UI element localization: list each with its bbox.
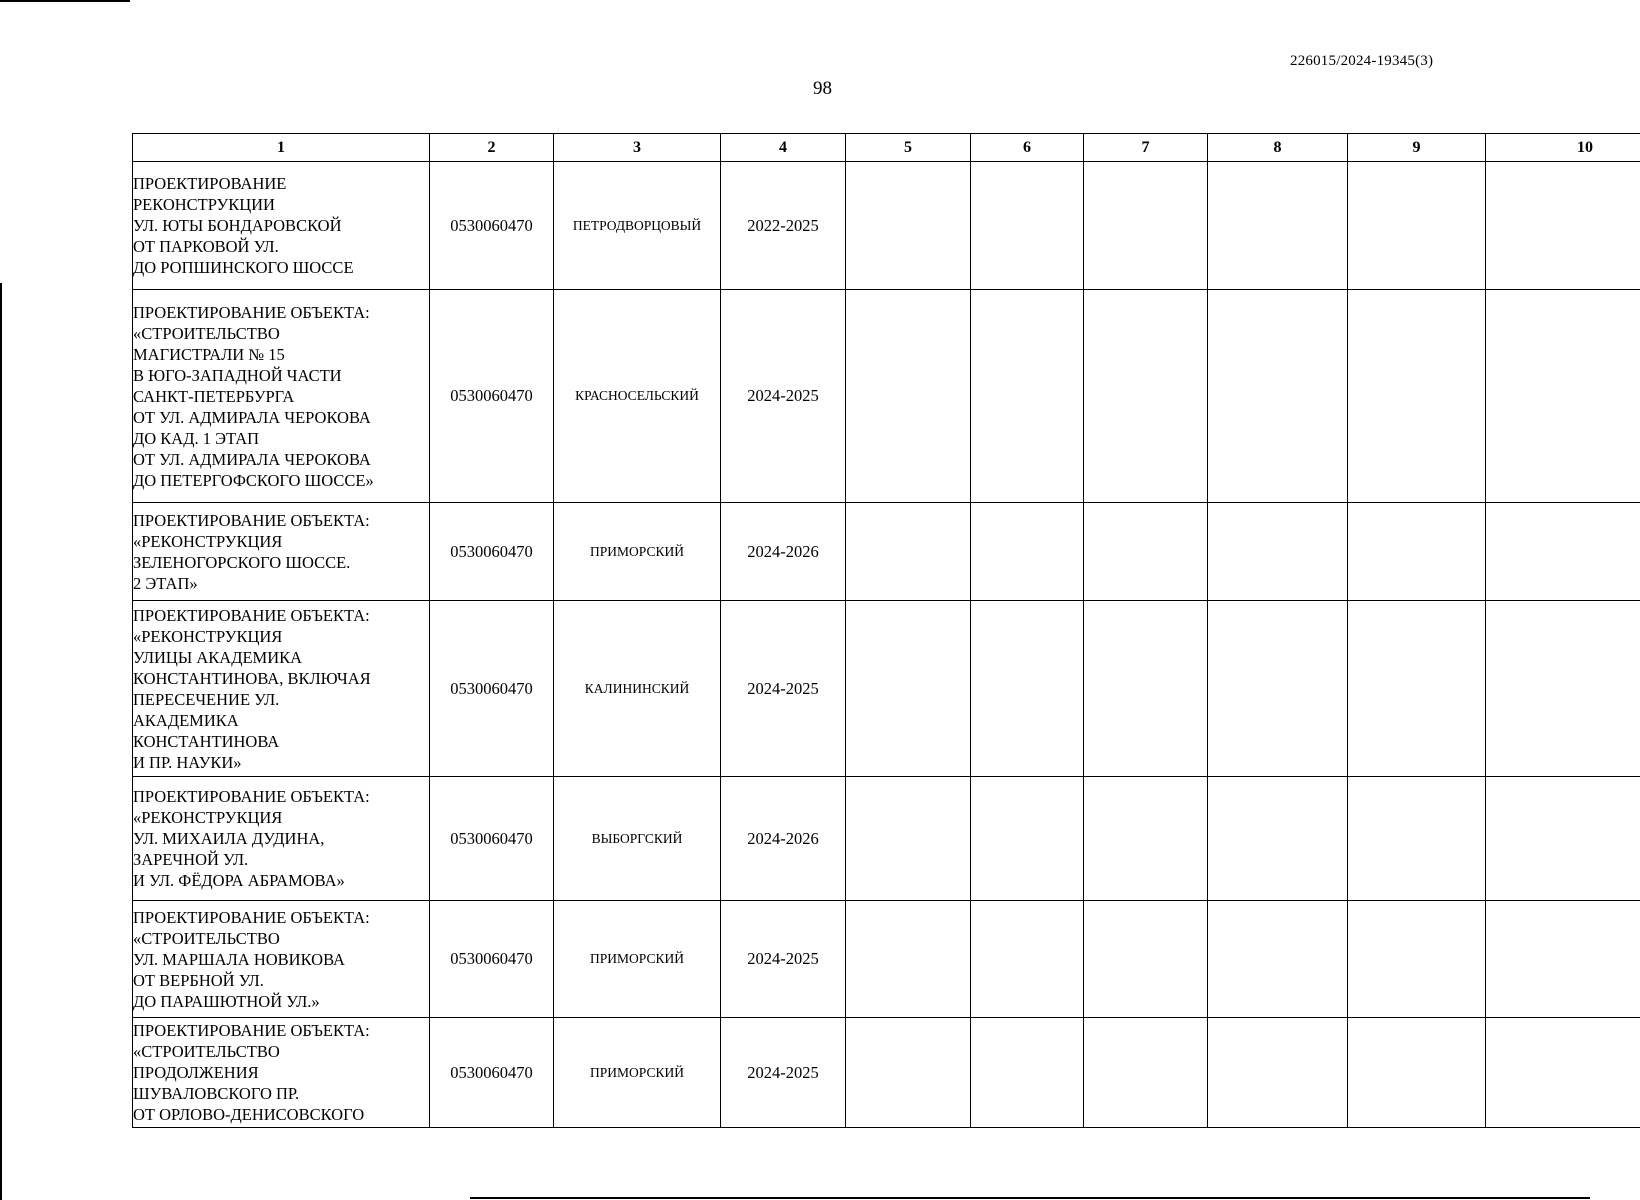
code-cell: 0530060470 xyxy=(430,1018,554,1128)
object-name-line: ЗАРЕЧНОЙ УЛ. xyxy=(133,850,249,869)
object-name-line: ШУВАЛОВСКОГО ПР. xyxy=(133,1084,300,1103)
object-name-line: САНКТ-ПЕТЕРБУРГА xyxy=(133,386,295,406)
object-name-line: КОНСТАНТИНОВА xyxy=(133,731,280,751)
object-name-line: УЛИЦЫ АКАДЕМИКА xyxy=(133,647,303,667)
code-cell: 0530060470 xyxy=(430,901,554,1018)
object-name-line: ЗЕЛЕНОГОРСКОГО ШОССЕ. xyxy=(133,552,351,572)
column-header: 10 xyxy=(1486,134,1640,162)
object-name-line: ПЕРЕСЕЧЕНИЕ УЛ. xyxy=(133,689,280,709)
empty-cell xyxy=(1486,777,1640,901)
empty-cell xyxy=(1486,290,1640,503)
empty-cell xyxy=(1084,1018,1208,1128)
object-name-line: ПРОЕКТИРОВАНИЕ xyxy=(133,174,287,193)
object-name-cell xyxy=(133,290,430,503)
page-number: 98 xyxy=(813,78,832,99)
object-name-line: УЛ. МАРШАЛА НОВИКОВА xyxy=(133,949,345,969)
district-cell: ПРИМОРСКИЙ xyxy=(554,503,721,601)
column-header: 3 xyxy=(554,134,721,162)
empty-cell xyxy=(1348,503,1486,601)
object-name-line: ДО ПАРАШЮТНОЙ УЛ.» xyxy=(133,991,320,1011)
column-header: 5 xyxy=(846,134,971,162)
empty-cell xyxy=(1084,162,1208,290)
empty-cell xyxy=(1348,601,1486,777)
empty-cell xyxy=(1084,901,1208,1018)
object-name-cell xyxy=(133,503,430,601)
period-cell: 2024-2025 xyxy=(721,901,846,1018)
object-name-line: ДО КАД. 1 ЭТАП xyxy=(133,428,260,448)
object-name-line: ПРОЕКТИРОВАНИЕ ОБЪЕКТА: xyxy=(133,510,370,530)
data-table xyxy=(132,133,1640,1128)
empty-cell xyxy=(1084,777,1208,901)
district-cell: ПЕТРОДВОРЦОВЫЙ xyxy=(554,162,721,290)
object-name-line: 2 ЭТАП» xyxy=(133,573,198,593)
column-header: 8 xyxy=(1208,134,1348,162)
object-name-line: ОТ ВЕРБНОЙ УЛ. xyxy=(133,970,264,990)
object-name-line: ПРОЕКТИРОВАНИЕ ОБЪЕКТА: xyxy=(133,302,370,322)
table-row xyxy=(133,601,1640,777)
district-cell: ПРИМОРСКИЙ xyxy=(554,1018,721,1128)
column-header: 9 xyxy=(1348,134,1486,162)
empty-cell xyxy=(1486,601,1640,777)
column-header: 4 xyxy=(721,134,846,162)
district-cell: ВЫБОРГСКИЙ xyxy=(554,777,721,901)
empty-cell xyxy=(971,1018,1084,1128)
empty-cell xyxy=(1208,901,1348,1018)
object-name-line: «РЕКОНСТРУКЦИЯ xyxy=(133,531,283,551)
empty-cell xyxy=(1348,162,1486,290)
period-cell: 2024-2026 xyxy=(721,777,846,901)
empty-cell xyxy=(846,901,971,1018)
column-header: 6 xyxy=(971,134,1084,162)
district-cell: КРАСНОСЕЛЬСКИЙ xyxy=(554,290,721,503)
code-cell: 0530060470 xyxy=(430,601,554,777)
period-cell: 2022-2025 xyxy=(721,162,846,290)
empty-cell xyxy=(846,162,971,290)
object-name-line: «СТРОИТЕЛЬСТВО xyxy=(133,323,280,343)
object-name-line: ОТ ОРЛОВО-ДЕНИСОВСКОГО xyxy=(133,1105,365,1124)
period-cell: 2024-2025 xyxy=(721,290,846,503)
object-name-line: ДО ПЕТЕРГОФСКОГО ШОССЕ» xyxy=(133,470,374,490)
empty-cell xyxy=(1348,290,1486,503)
object-name-line: «РЕКОНСТРУКЦИЯ xyxy=(133,626,283,646)
code-cell: 0530060470 xyxy=(430,503,554,601)
table-row xyxy=(133,1018,1640,1128)
code-cell: 0530060470 xyxy=(430,162,554,290)
object-name-line: В ЮГО-ЗАПАДНОЙ ЧАСТИ xyxy=(133,365,342,385)
table-row xyxy=(133,777,1640,901)
empty-cell xyxy=(1208,1018,1348,1128)
empty-cell xyxy=(1208,503,1348,601)
object-name-line: РЕКОНСТРУКЦИИ xyxy=(133,195,275,214)
object-name-line: УЛ. ЮТЫ БОНДАРОВСКОЙ xyxy=(133,216,342,235)
code-cell: 0530060470 xyxy=(430,777,554,901)
object-name-line: АКАДЕМИКА xyxy=(133,710,239,730)
object-name-line: ОТ УЛ. АДМИРАЛА ЧЕРОКОВА xyxy=(133,407,371,427)
period-cell: 2024-2026 xyxy=(721,503,846,601)
table-row xyxy=(133,162,1640,290)
object-name-line: ДО РОПШИНСКОГО ШОССЕ xyxy=(133,258,354,277)
object-name-line: УЛ. МИХАИЛА ДУДИНА, xyxy=(133,829,325,848)
object-name-line: «РЕКОНСТРУКЦИЯ xyxy=(133,808,283,827)
empty-cell xyxy=(1486,1018,1640,1128)
district-cell: КАЛИНИНСКИЙ xyxy=(554,601,721,777)
empty-cell xyxy=(1084,503,1208,601)
object-name-cell xyxy=(133,901,430,1018)
table-header-row xyxy=(133,134,1640,162)
object-name-line: ПРОДОЛЖЕНИЯ xyxy=(133,1063,259,1082)
empty-cell xyxy=(971,290,1084,503)
column-header: 7 xyxy=(1084,134,1208,162)
scan-edge-mark-bottom xyxy=(470,1197,1590,1199)
object-name-line: «СТРОИТЕЛЬСТВО xyxy=(133,928,280,948)
object-name-line: «СТРОИТЕЛЬСТВО xyxy=(133,1042,280,1061)
table-row xyxy=(133,901,1640,1018)
document-number: 226015/2024-19345(3) xyxy=(1290,53,1434,69)
empty-cell xyxy=(1486,503,1640,601)
object-name-line: ПРОЕКТИРОВАНИЕ ОБЪЕКТА: xyxy=(133,1021,370,1040)
column-header: 1 xyxy=(133,134,430,162)
empty-cell xyxy=(1084,290,1208,503)
code-cell: 0530060470 xyxy=(430,290,554,503)
object-name-line: ПРОЕКТИРОВАНИЕ ОБЪЕКТА: xyxy=(133,605,370,625)
empty-cell xyxy=(1208,777,1348,901)
empty-cell xyxy=(846,503,971,601)
empty-cell xyxy=(971,777,1084,901)
empty-cell xyxy=(1486,162,1640,290)
period-cell: 2024-2025 xyxy=(721,601,846,777)
empty-cell xyxy=(971,503,1084,601)
object-name-cell xyxy=(133,601,430,777)
column-header: 2 xyxy=(430,134,554,162)
object-name-line: ОТ ПАРКОВОЙ УЛ. xyxy=(133,237,279,256)
empty-cell xyxy=(1348,777,1486,901)
object-name-cell xyxy=(133,162,430,290)
object-name-line: И ПР. НАУКИ» xyxy=(133,752,242,772)
empty-cell xyxy=(1208,601,1348,777)
object-name-line: МАГИСТРАЛИ № 15 xyxy=(133,344,285,364)
scan-edge-mark-left xyxy=(0,283,2,1200)
empty-cell xyxy=(846,290,971,503)
empty-cell xyxy=(971,601,1084,777)
empty-cell xyxy=(971,901,1084,1018)
object-name-line: И УЛ. ФЁДОРА АБРАМОВА» xyxy=(133,871,345,890)
empty-cell xyxy=(1084,601,1208,777)
object-name-cell xyxy=(133,1018,430,1128)
scan-edge-mark-top xyxy=(0,0,130,2)
object-name-line: ПРОЕКТИРОВАНИЕ ОБЪЕКТА: xyxy=(133,787,370,806)
empty-cell xyxy=(846,601,971,777)
empty-cell xyxy=(1208,162,1348,290)
empty-cell xyxy=(971,162,1084,290)
object-name-line: ОТ УЛ. АДМИРАЛА ЧЕРОКОВА xyxy=(133,449,371,469)
empty-cell xyxy=(1208,290,1348,503)
period-cell: 2024-2025 xyxy=(721,1018,846,1128)
table-row xyxy=(133,503,1640,601)
empty-cell xyxy=(846,777,971,901)
table-row xyxy=(133,290,1640,503)
district-cell: ПРИМОРСКИЙ xyxy=(554,901,721,1018)
empty-cell xyxy=(1348,1018,1486,1128)
object-name-cell xyxy=(133,777,430,901)
empty-cell xyxy=(1486,901,1640,1018)
empty-cell xyxy=(846,1018,971,1128)
object-name-line: КОНСТАНТИНОВА, ВКЛЮЧАЯ xyxy=(133,668,371,688)
object-name-line: ПРОЕКТИРОВАНИЕ ОБЪЕКТА: xyxy=(133,907,370,927)
empty-cell xyxy=(1348,901,1486,1018)
